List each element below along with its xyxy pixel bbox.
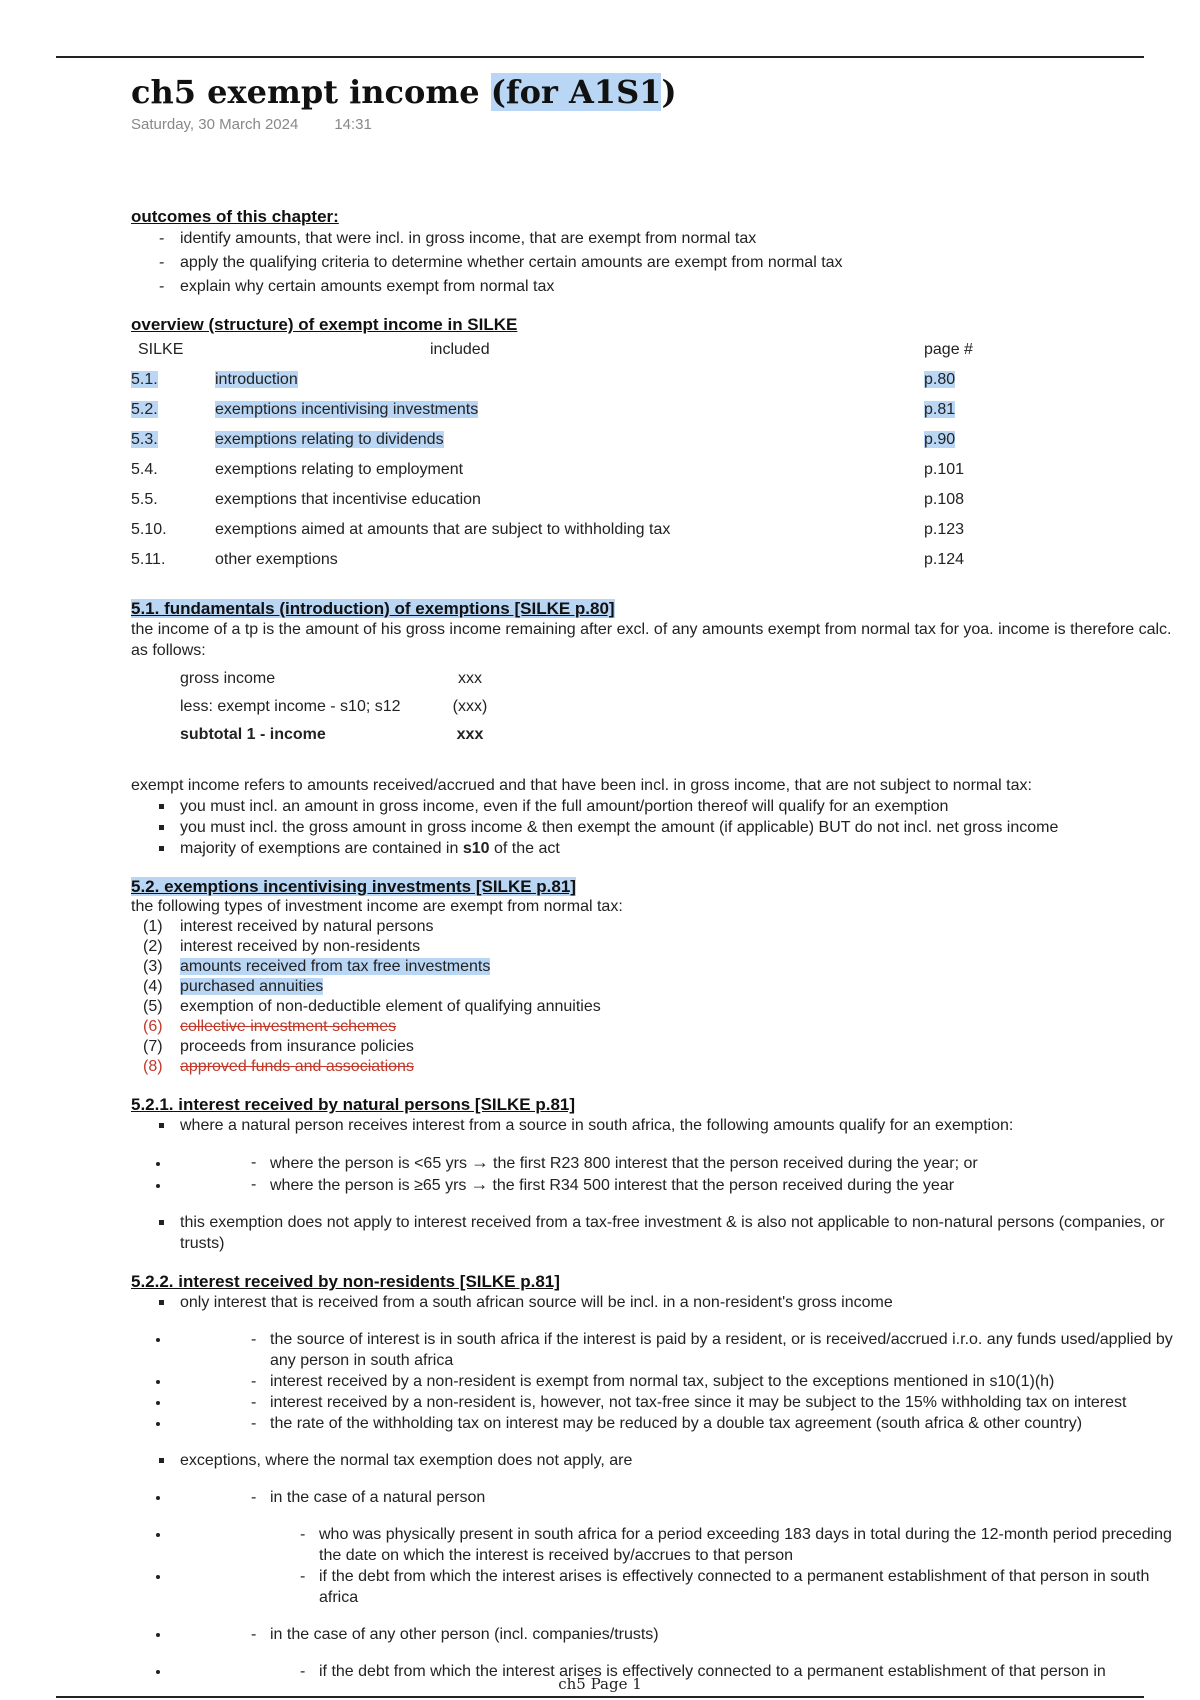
s521-subs — [131, 1152, 1191, 1196]
row-num — [131, 455, 215, 485]
s51-bullet: you must incl. an amount in gross income, even if the full amount/portion thereof will qualify for an exemption — [131, 796, 1191, 817]
s521-bullet: where a natural person receives interest from a source in south africa, the following amounts qualify for an exemption: — [131, 1115, 1191, 1136]
row-page — [922, 425, 973, 455]
s52-item — [131, 1057, 1191, 1077]
row-page-text: p.81 — [924, 401, 956, 418]
s521-bullets — [131, 1115, 1191, 1136]
row-num-text: 5.1. — [131, 371, 158, 388]
s522-natural-sub-item: - • if the debt from which the interest arises is effectively connected to a permanent establishment of that person in south africa — [171, 1566, 1191, 1608]
bullet-text: of the act — [489, 840, 560, 857]
s52-heading: 5.2. exemptions incentivising investments [SILKE p.81] — [131, 877, 576, 896]
calc-row — [180, 693, 1191, 721]
overview-row — [131, 455, 973, 485]
note-date: Saturday, 30 March 2024 — [131, 116, 299, 133]
outcomes-heading: outcomes of this chapter: — [131, 207, 339, 226]
outcome-item: - explain why certain amounts exempt from normal tax — [131, 275, 1191, 299]
item-text: collective investment schemes — [180, 1018, 397, 1035]
row-title-text: exemptions that incentivise education — [215, 491, 481, 508]
row-page — [922, 545, 973, 575]
item-number: (5) — [143, 998, 163, 1015]
row-title-text: exemptions incentivising investments — [215, 401, 479, 418]
row-num-text: 5.5. — [131, 491, 158, 508]
item-number: (4) — [143, 978, 163, 995]
s51-intro: the income of a tp is the amount of his gross income remaining after excl. of any amounts exempt from normal tax for yoa. income is therefore calc. as follows: — [131, 621, 1172, 659]
note-meta — [131, 116, 1191, 140]
s52-item — [131, 977, 1191, 997]
overview-row — [131, 395, 973, 425]
row-page — [922, 365, 973, 395]
calc-amount: xxx — [456, 726, 484, 743]
s522-bullets — [131, 1292, 1191, 1313]
s521-sub — [171, 1174, 1191, 1196]
item-text: exemption of non-deductible element of qualifying annuities — [180, 998, 601, 1015]
s522-other — [131, 1624, 1191, 1645]
s51-bullet — [131, 838, 1191, 859]
row-title — [215, 455, 922, 485]
row-page — [922, 395, 973, 425]
page-footer: ch5 Page 1 — [558, 1675, 642, 1693]
s51-bullets — [131, 796, 1191, 859]
s522-natural — [131, 1487, 1191, 1508]
s522-natural-sub-item: - • who was physically present in south africa for a period exceeding 183 days in total during the 12-month period preceding the date on which the interest is received by/accrues to that person — [171, 1524, 1191, 1566]
row-num — [131, 515, 215, 545]
s521-bullet: this exemption does not apply to interest received from a tax-free investment & is also not applicable to non-natural persons (companies, or trusts) — [131, 1212, 1191, 1254]
row-page-text: p.101 — [924, 461, 965, 478]
item-text: amounts received from tax free investments — [180, 958, 491, 975]
col-silke: SILKE — [138, 341, 184, 358]
s522-bullet: exceptions, where the normal tax exemption does not apply, are — [131, 1450, 1191, 1471]
arrow-icon: → — [470, 1174, 489, 1194]
item-number: (6) — [143, 1018, 163, 1035]
bullet-text: majority of exemptions are contained in — [180, 840, 463, 857]
s522-natural-subs — [131, 1524, 1191, 1608]
item-number: (2) — [143, 938, 163, 955]
overview-table — [131, 335, 973, 575]
overview-row — [131, 425, 973, 455]
row-title-text: introduction — [215, 371, 298, 388]
row-title-text: exemptions aimed at amounts that are subject to withholding tax — [215, 521, 671, 538]
calc-label: gross income — [180, 670, 276, 687]
row-num-text: 5.2. — [131, 401, 158, 418]
item-number: (1) — [143, 918, 163, 935]
row-num-text: 5.10. — [131, 521, 167, 538]
arrow-icon: → — [471, 1152, 489, 1172]
row-num — [131, 545, 215, 575]
row-title-text: exemptions relating to employment — [215, 461, 464, 478]
title-highlight: (for A1S1 — [490, 73, 662, 111]
s522-b1-subs — [131, 1329, 1191, 1434]
calc-amount: xxx — [458, 670, 482, 687]
col-page: page # — [924, 341, 973, 358]
row-page-text: p.108 — [924, 491, 965, 508]
bullet-bold: s10 — [462, 840, 490, 857]
s522-bullet: only interest that is received from a south african source will be incl. in a non-resident's gross income — [131, 1292, 1191, 1313]
row-title — [215, 515, 922, 545]
s52-item — [131, 1037, 1191, 1057]
overview-header-row — [131, 335, 973, 365]
s52-item — [131, 937, 1191, 957]
row-page — [922, 485, 973, 515]
s522-heading: 5.2.2. interest received by non-residents [SILKE p.81] — [131, 1272, 560, 1291]
row-title — [215, 545, 922, 575]
overview-heading: overview (structure) of exempt income in SILKE — [131, 315, 518, 334]
s522-bullets-2 — [131, 1450, 1191, 1471]
row-title — [215, 485, 922, 515]
s522-natural-person: - • in the case of a natural person — [171, 1487, 1191, 1508]
row-title — [215, 425, 922, 455]
s522-sub-item: - • interest received by a non-resident is, however, not tax-free since it may be subject to the 15% withholding tax on interest — [171, 1392, 1191, 1413]
sub-result: the first R34 500 interest that the person received during the year — [492, 1177, 955, 1194]
row-title-text: other exemptions — [215, 551, 338, 568]
row-page-text: p.123 — [924, 521, 965, 538]
s51-bullet: you must incl. the gross amount in gross income & then exempt the amount (if applicable) BUT do not incl. net gross income — [131, 817, 1191, 838]
row-page — [922, 515, 973, 545]
item-number: (7) — [143, 1038, 163, 1055]
row-num — [131, 425, 215, 455]
item-text: interest received by natural persons — [180, 918, 434, 935]
row-title — [215, 395, 922, 425]
row-page-text: p.80 — [924, 371, 956, 388]
calc-amount: (xxx) — [452, 698, 488, 715]
row-num — [131, 365, 215, 395]
calc-row — [180, 721, 1191, 749]
sub-condition: where the person is ≥65 yrs — [270, 1177, 467, 1194]
outcome-item: - identify amounts, that were incl. in gross income, that are exempt from normal tax — [131, 227, 1191, 251]
col-included: included — [430, 341, 490, 358]
overview-row — [131, 515, 973, 545]
row-page — [922, 455, 973, 485]
calc-label: less: exempt income - s10; s12 — [180, 698, 401, 715]
row-num-text: 5.4. — [131, 461, 158, 478]
outcome-item: - apply the qualifying criteria to determine whether certain amounts are exempt from normal tax — [131, 251, 1191, 275]
sub-condition: where the person is <65 yrs — [270, 1155, 467, 1172]
calc-row — [180, 665, 1191, 693]
s52-item — [131, 957, 1191, 977]
note-time: 14:31 — [334, 116, 372, 133]
row-num-text: 5.11. — [131, 551, 166, 568]
income-calc — [180, 665, 1191, 749]
row-num — [131, 485, 215, 515]
page-title — [131, 70, 1191, 114]
outcomes-list — [131, 227, 1191, 299]
row-num — [131, 395, 215, 425]
item-number: (8) — [143, 1058, 163, 1075]
s521-sub — [171, 1152, 1191, 1174]
s52-list — [131, 917, 1191, 1077]
s522-other-person: - • in the case of any other person (incl. companies/trusts) — [171, 1624, 1191, 1645]
item-text: purchased annuities — [180, 978, 324, 995]
s52-item — [131, 917, 1191, 937]
row-title — [215, 365, 922, 395]
s51-heading: 5.1. fundamentals (introduction) of exemptions [SILKE p.80] — [131, 599, 615, 618]
s521-heading: 5.2.1. interest received by natural persons [SILKE p.81] — [131, 1095, 576, 1114]
sub-result: the first R23 800 interest that the person received during the year; or — [493, 1155, 978, 1172]
overview-row — [131, 485, 973, 515]
row-num-text: 5.3. — [131, 431, 158, 448]
bottom-rule — [56, 1696, 1144, 1698]
title-close: ) — [661, 73, 677, 111]
s522-sub-item: - • the rate of the withholding tax on interest may be reduced by a double tax agreement (south africa & other country) — [171, 1413, 1191, 1434]
s522-sub-item: - • interest received by a non-resident is exempt from normal tax, subject to the exceptions mentioned in s10(1)(h) — [171, 1371, 1191, 1392]
title-text: ch5 exempt income — [131, 73, 491, 111]
item-text: approved funds and associations — [180, 1058, 414, 1075]
s52-item — [131, 997, 1191, 1017]
calc-label: subtotal 1 - income — [180, 726, 326, 743]
top-rule — [56, 56, 1144, 58]
s52-item — [131, 1017, 1191, 1037]
s521-bullets-2 — [131, 1212, 1191, 1254]
item-text: proceeds from insurance policies — [180, 1038, 414, 1055]
page-content — [131, 70, 1191, 1698]
s52-intro: the following types of investment income are exempt from normal tax: — [131, 898, 623, 915]
overview-row — [131, 365, 973, 395]
overview-row — [131, 545, 973, 575]
item-text: interest received by non-residents — [180, 938, 421, 955]
row-page-text: p.90 — [924, 431, 956, 448]
row-title-text: exemptions relating to dividends — [215, 431, 444, 448]
row-page-text: p.124 — [924, 551, 965, 568]
item-number: (3) — [143, 958, 163, 975]
s522-sub-item: - • the source of interest is in south africa if the interest is paid by a resident, or is received/accrued i.r.o. any funds used/applied by any person in south africa — [171, 1329, 1191, 1371]
s522-other-sub-item: - • if the debt from which the interest arises is effectively connected to a permanent establishment of that person in — [171, 1661, 1191, 1682]
s51-para: exempt income refers to amounts received/accrued and that have been incl. in gross income, that are not subject to normal tax: — [131, 777, 1032, 794]
